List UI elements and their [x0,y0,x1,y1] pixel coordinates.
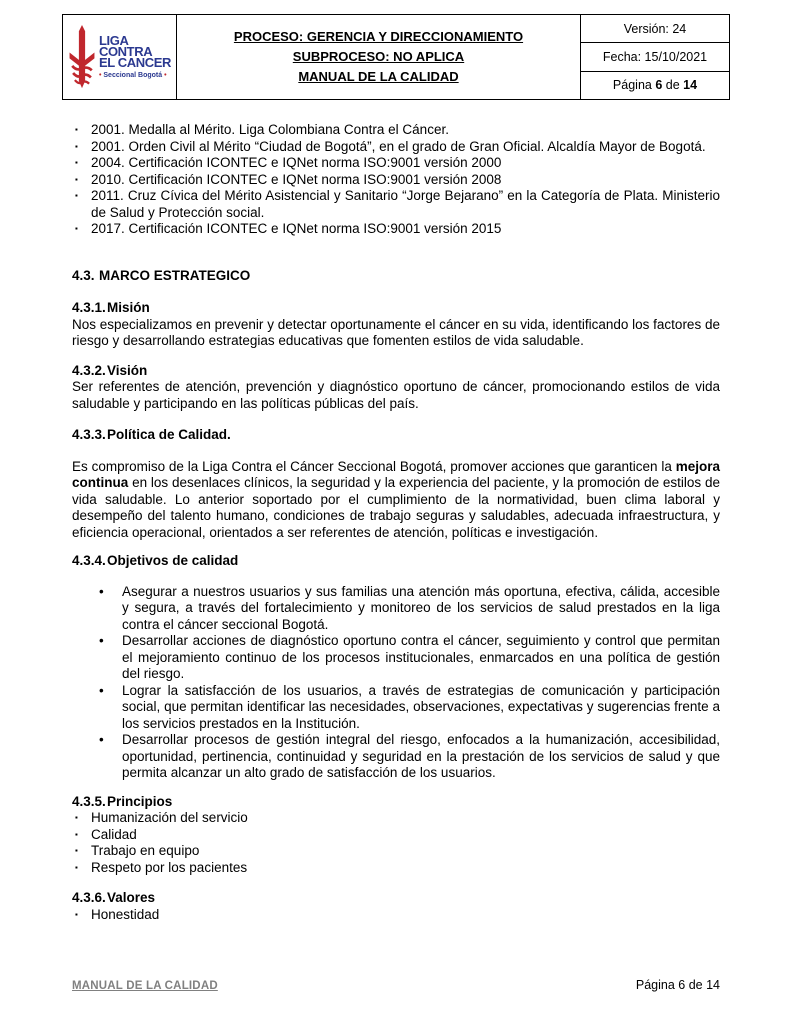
list-item: ▪ 2001. Medalla al Mérito. Liga Colombiana Contra el Cáncer. [72,122,720,139]
list-item: ▪ 2011. Cruz Cívica del Mérito Asistencial y Sanitario “Jorge Bejarano” en la Categoría de Plata. Ministerio de Salud y Protección social. [72,188,720,221]
principios-list [72,810,720,876]
logo-line-3: EL CANCER [98,55,171,70]
politica-bold-phrase: mejora continua [72,458,720,490]
objetivos-list [72,584,720,782]
logo [63,15,177,99]
square-bullet-icon: ▪ [75,191,78,200]
subprocess-title: SUBPROCESO: NO APLICA [292,49,465,64]
square-bullet-icon: ▪ [75,846,78,855]
list-item: • Desarrollar procesos de gestión integral del riesgo, enfocados a la humanización, accesibilidad, oportunidad, pertinencia, continuidad y seguridad en la prestación de los servicios de salud y que permita alcanzar un alto grado de satisfacción de los usuarios. [95,732,720,782]
footer-page-number: Página 6 de 14 [635,978,720,992]
process-title: PROCESO: GERENCIA Y DIRECCIONAMIENTO [233,29,524,44]
mision-paragraph: Nos especializamos en prevenir y detectar oportunamente el cáncer en su vida, identificando los factores de riesgo y desarrollando estrategias educativas que fomenten estilos de vida saludable. [72,316,720,348]
section-heading-principios: 4.3.5. Principios [72,793,173,809]
page-word: Página [612,78,652,93]
section-heading-mision: 4.3.1. Misión [72,300,150,315]
square-bullet-icon: ▪ [75,158,78,167]
round-bullet-icon: • [99,682,104,698]
list-item: • Desarrollar acciones de diagnóstico oportuno contra el cáncer, seguimiento y control que permitan el mejoramiento continuo de los procesos institucionales, enmarcados en una política de gestión del riesgo. [95,633,720,683]
list-item: • Asegurar a nuestros usuarios y sus familias una atención más oportuna, efectiva, cálida, accesible y segura, a través del fortalecimiento y monitoreo de los servicios de salud prestados en la liga contra el cáncer seccional Bogotá. [95,584,720,634]
list-item: ▪ 2004. Certificación ICONTEC e IQNet norma ISO:9001 versión 2000 [72,155,720,172]
square-bullet-icon: ▪ [75,174,78,184]
list-item: ▪ Humanización del servicio [72,810,720,827]
header-title-cell [177,15,581,99]
politica-paragraph: Es compromiso de la Liga Contra el Cáncer Seccional Bogotá, promover acciones que garanticen la mejora continua en los desenlaces clínicos, la seguridad y la experiencia del paciente, y la promoción de estilos de vida saludable. Lo anterior soportado por el cumplimiento de la normatividad, buen clima laboral y desempeño del talento humano, condiciones de trabajo seguras y saludables, adecuada infraestructura, y eficiencia operacional, orientados a ser referentes de atención, políticas e investigación. [72,458,720,540]
round-bullet-icon: • [99,583,104,599]
section-heading-marco: 4.3. MARCO ESTRATEGICO [72,267,251,283]
vision-paragraph: Ser referentes de atención, prevención y diagnóstico oportuno de cáncer, promocionando estilos de vida saludable y participando en las políticas públicas del país. [72,379,720,411]
round-bullet-icon: • [99,633,104,648]
list-item: • Lograr la satisfacción de los usuarios, a través de estrategias de comunicación y participación social, que permitan identificar las necesidades, observaciones, expectativas y sugerencias frente a los servicios prestados en la Institución. [95,683,720,733]
logo-subtitle-text: Seccional Bogotá [103,72,163,79]
square-bullet-icon: ▪ [75,141,78,151]
manual-title: MANUAL DE LA CALIDAD [298,69,459,84]
version-field: Versión: 24 [623,21,687,36]
list-item: ▪ Trabajo en equipo [72,843,720,860]
round-bullet-icon: • [99,732,104,747]
logo-wordmark [99,35,171,79]
square-bullet-icon: ▪ [75,125,78,134]
list-item: ▪ 2001. Orden Civil al Mérito “Ciudad de Bogotá”, en el grado de Gran Oficial. Alcaldía Mayor de Bogotá. [72,139,720,156]
section-heading-vision: 4.3.2. Visión [72,362,148,378]
logo-dot-right: • [164,72,167,79]
list-item: ▪ Honestidad [72,907,720,924]
document-header [62,14,730,100]
square-bullet-icon: ▪ [75,829,78,839]
document-body [72,122,720,923]
square-bullet-icon: ▪ [75,224,78,233]
page-of: de [665,78,680,93]
section-heading-objetivos: 4.3.4. Objetivos de calidad [72,553,239,568]
logo-dot-left: • [98,72,102,79]
date-field: Fecha: 15/10/2021 [581,42,729,70]
page-field [581,71,729,99]
page-total: 14 [683,78,698,93]
square-bullet-icon: ▪ [75,813,78,822]
valores-list [72,907,720,924]
section-heading-politica: 4.3.3. Política de Calidad. [72,427,231,442]
awards-list [72,122,720,238]
square-bullet-icon: ▪ [75,862,78,872]
list-item: ▪ 2010. Certificación ICONTEC e IQNet norma ISO:9001 versión 2008 [72,172,720,189]
logo-line-1: LIGA [98,33,129,48]
logo-line-2: CONTRA [98,44,153,59]
sword-caduceus-icon [68,25,96,89]
square-bullet-icon: ▪ [75,909,78,919]
section-heading-valores: 4.3.6. Valores [72,890,156,905]
page-number: 6 [655,78,663,93]
list-item: ▪ 2017. Certificación ICONTEC e IQNet norma ISO:9001 versión 2015 [72,221,720,238]
list-item: ▪ Calidad [72,827,720,844]
logo-subtitle [99,72,171,79]
document-footer [72,978,720,992]
footer-document-title: MANUAL DE LA CALIDAD [72,980,218,992]
list-item: ▪ Respeto por los pacientes [72,860,720,877]
header-meta-cell [581,15,729,99]
